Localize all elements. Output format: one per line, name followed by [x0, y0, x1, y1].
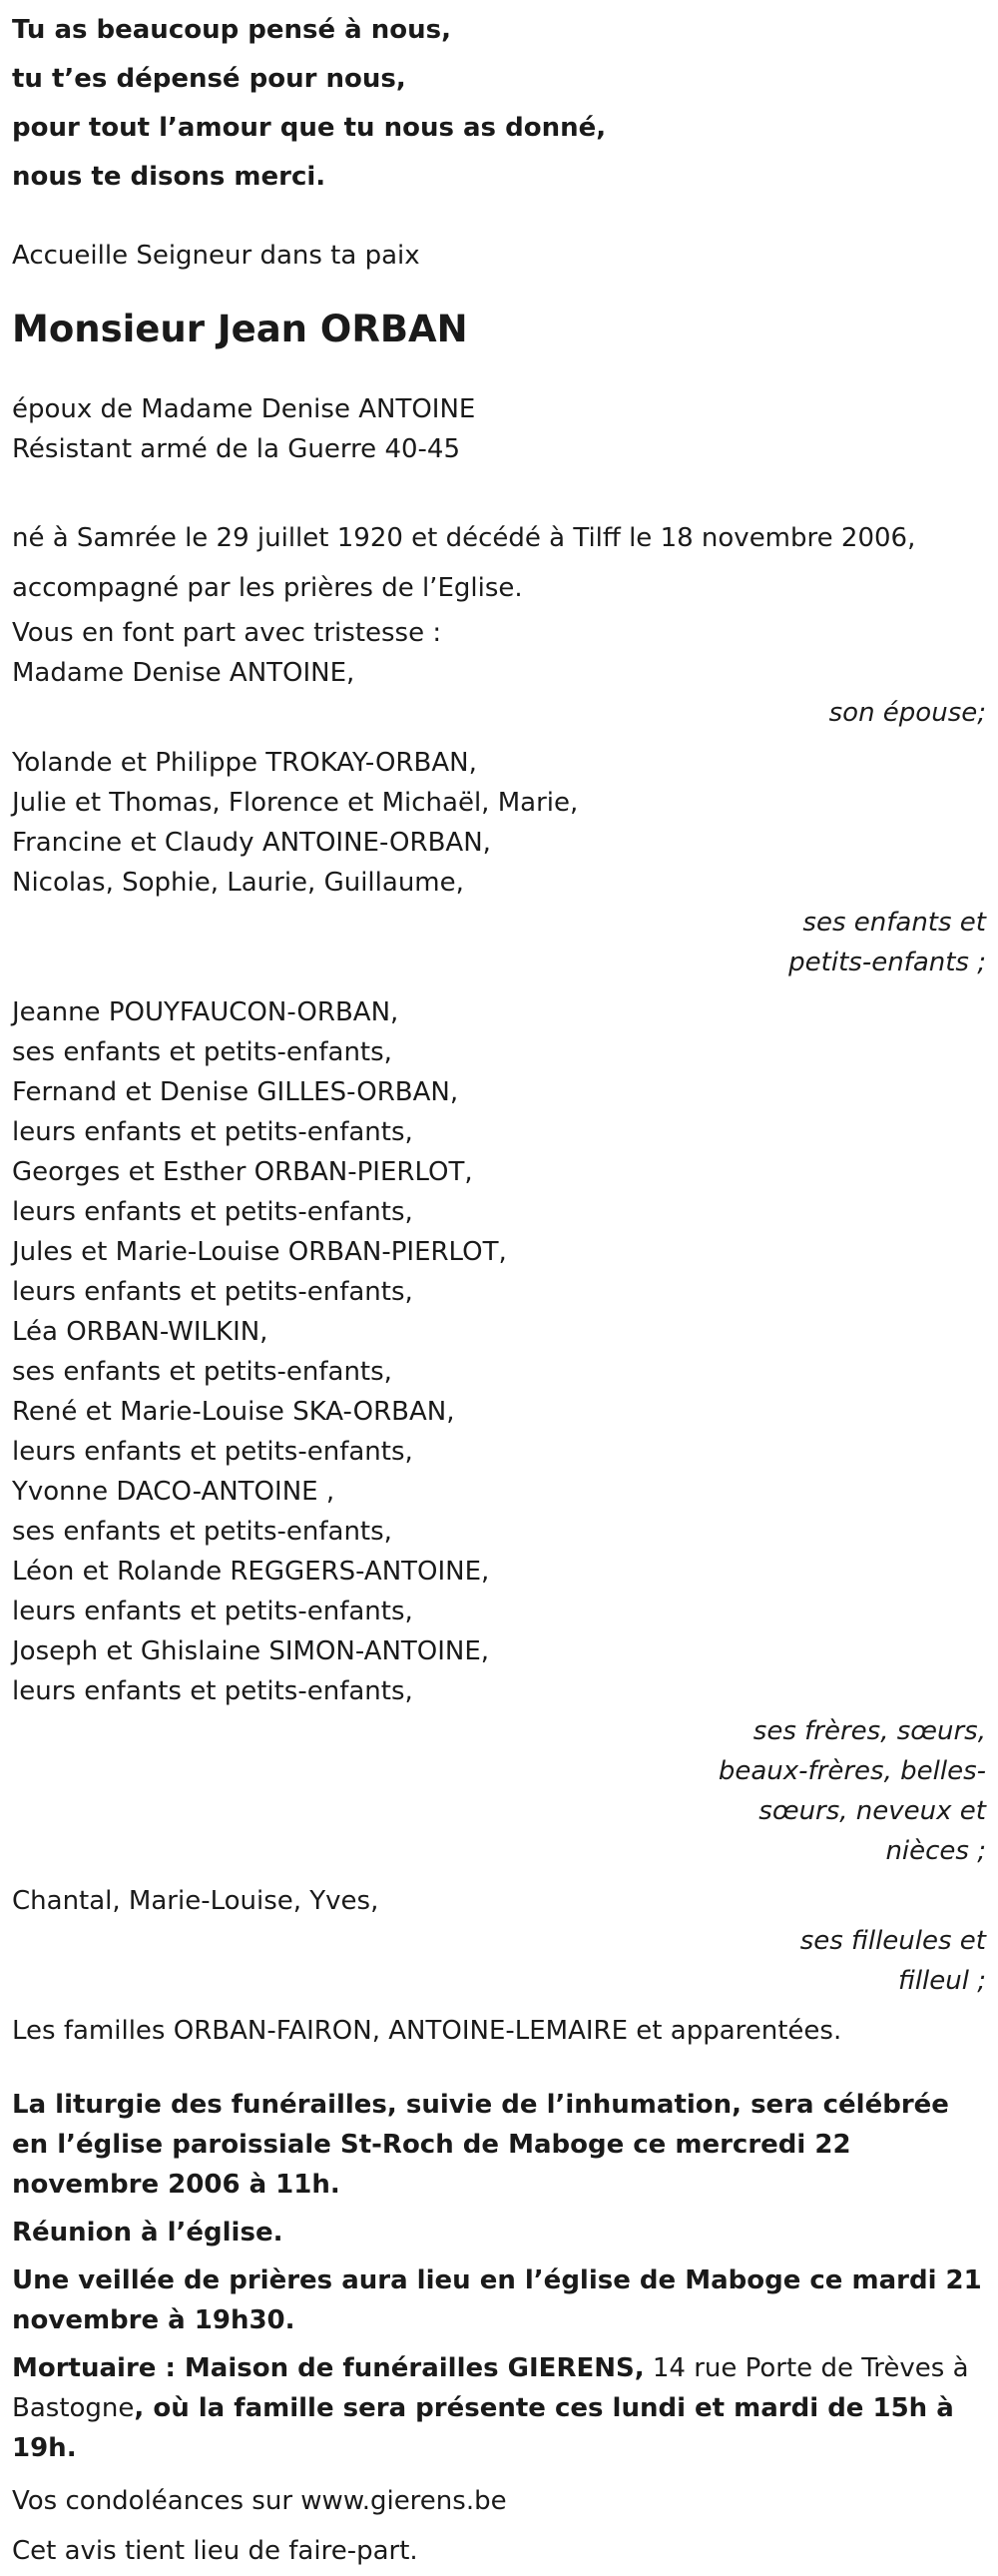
- family-name: Léa ORBAN-WILKIN,: [12, 1317, 268, 1347]
- deceased-details: [12, 389, 986, 469]
- notice-line: Cet avis tient lieu de faire-part.: [12, 2536, 418, 2566]
- birth-death-block: [12, 513, 986, 613]
- poem-line: tu t’es dépensé pour nous,: [12, 64, 406, 94]
- family-name: leurs enfants et petits-enfants,: [12, 1676, 413, 1706]
- family-name: Francine et Claudy ANTOINE-ORBAN,: [12, 828, 491, 858]
- family-group-siblings: [12, 992, 986, 1871]
- vigil-text: Une veillée de prières aura lieu en l’église de Maboge ce mardi 21 novembre à 19h30.: [12, 2265, 982, 2335]
- family-group-spouse: [12, 653, 986, 733]
- family-name: leurs enfants et petits-enfants,: [12, 1277, 413, 1307]
- prayer-line: Accueille Seigneur dans ta paix: [12, 241, 420, 271]
- reunion-text: Réunion à l’église.: [12, 2218, 283, 2248]
- family-role: petits-enfants ;: [788, 948, 986, 977]
- poem: [12, 6, 986, 202]
- family-group-godchildren: [12, 1881, 986, 2001]
- mortuary-address: 14 rue Porte de Trèves à Bastogne: [12, 2353, 969, 2423]
- poem-line: pour tout l’amour que tu nous as donné,: [12, 113, 607, 143]
- family-role: filleul ;: [898, 1966, 986, 1996]
- announce-line: Vous en font part avec tristesse :: [12, 618, 442, 648]
- church-line: accompagné par les prières de l’Eglise.: [12, 573, 523, 603]
- family-name: ses enfants et petits-enfants,: [12, 1357, 392, 1387]
- family-role: son épouse;: [828, 698, 986, 728]
- family-name: ses enfants et petits-enfants,: [12, 1517, 392, 1547]
- obituary-page: [0, 6, 998, 2576]
- condolences-line: Vos condoléances sur www.gierens.be: [12, 2486, 507, 2516]
- family-name: Joseph et Ghislaine SIMON-ANTOINE,: [12, 1636, 490, 1666]
- family-role: nièces ;: [885, 1836, 986, 1866]
- spouse-line: époux de Madame Denise ANTOINE: [12, 394, 476, 424]
- family-name: leurs enfants et petits-enfants,: [12, 1597, 413, 1626]
- family-name: Yvonne DACO-ANTOINE ,: [12, 1477, 335, 1507]
- family-role: beaux-frères, belles-: [718, 1756, 986, 1786]
- mortuary-text: [12, 2348, 986, 2468]
- funeral-info: [12, 2085, 986, 2468]
- family-role: ses filleules et: [799, 1926, 986, 1956]
- resistance-line: Résistant armé de la Guerre 40-45: [12, 434, 460, 464]
- family-name: Julie et Thomas, Florence et Michaël, Marie,: [12, 788, 579, 818]
- family-name: leurs enfants et petits-enfants,: [12, 1437, 413, 1467]
- deceased-name: Monsieur Jean ORBAN: [12, 308, 468, 350]
- family-name: Jules et Marie-Louise ORBAN-PIERLOT,: [12, 1237, 507, 1267]
- families-line: Les familles ORBAN-FAIRON, ANTOINE-LEMAIRE et apparentées.: [12, 2016, 842, 2046]
- family-name: Georges et Esther ORBAN-PIERLOT,: [12, 1157, 473, 1187]
- family-name: Madame Denise ANTOINE,: [12, 658, 355, 688]
- family-name: René et Marie-Louise SKA-ORBAN,: [12, 1397, 455, 1427]
- birth-death-line: né à Samrée le 29 juillet 1920 et décédé à Tilff le 18 novembre 2006,: [12, 523, 916, 553]
- liturgy-text: La liturgie des funérailles, suivie de l’inhumation, sera célébrée en l’église paroissiale St-Roch de Maboge ce mercredi 22 novembre 2006 à 11h.: [12, 2090, 949, 2200]
- family-name: Fernand et Denise GILLES-ORBAN,: [12, 1077, 459, 1107]
- family-name: Nicolas, Sophie, Laurie, Guillaume,: [12, 868, 464, 898]
- family-name: Jeanne POUYFAUCON-ORBAN,: [12, 997, 399, 1027]
- family-name: leurs enfants et petits-enfants,: [12, 1197, 413, 1227]
- family-name: ses enfants et petits-enfants,: [12, 1037, 392, 1067]
- family-name: Chantal, Marie-Louise, Yves,: [12, 1886, 379, 1916]
- family-name: Léon et Rolande REGGERS-ANTOINE,: [12, 1557, 490, 1587]
- family-name: Yolande et Philippe TROKAY-ORBAN,: [12, 748, 477, 778]
- mortuary-label: Mortuaire : Maison de funérailles GIERENS,: [12, 2353, 645, 2383]
- mortuary-presence: , où la famille sera présente ces lundi et mardi de 15h à 19h.: [12, 2393, 954, 2463]
- poem-line: Tu as beaucoup pensé à nous,: [12, 15, 452, 45]
- family-role: ses enfants et: [802, 908, 986, 938]
- family-role: ses frères, sœurs,: [752, 1716, 986, 1746]
- family-group-children: [12, 743, 986, 982]
- family-name: leurs enfants et petits-enfants,: [12, 1117, 413, 1147]
- poem-line: nous te disons merci.: [12, 162, 326, 192]
- family-role: sœurs, neveux et: [758, 1796, 986, 1826]
